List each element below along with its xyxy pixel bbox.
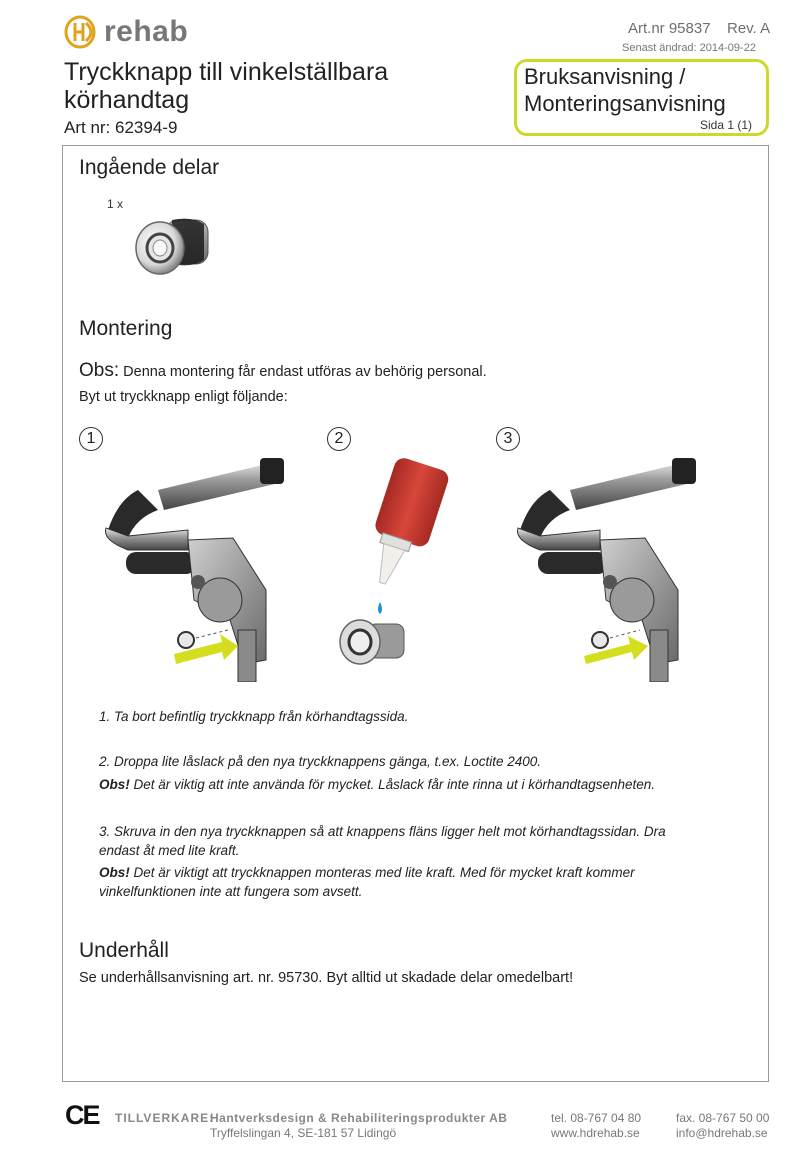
step2-obs-text: Det är viktig att inte använda för mycket. Låslack får inte rinna ut i körhandtagsenheten. xyxy=(129,777,656,792)
product-article-number: Art nr: 62394-9 xyxy=(64,118,178,137)
parts-heading: Ingående delar xyxy=(79,156,220,179)
step3-text: 3. Skruva in den nya tryckknappen så att knappens fläns ligger helt mot körhandtagssidan. Dra endast åt med lite kraft. xyxy=(99,824,666,858)
step-number-1: 1 xyxy=(79,427,103,451)
step2-text: 2. Droppa lite låslack på den nya tryckknappens gänga, t.ex. Loctite 2400. xyxy=(99,754,542,769)
manufacturer-company: Hantverksdesign & Rehabiliteringsprodukter AB xyxy=(210,1111,508,1125)
last-changed-date: Senast ändrad: 2014-09-22 xyxy=(622,42,756,54)
step3-obs-label: Obs! xyxy=(99,865,130,880)
website-link[interactable]: www.hdrehab.se xyxy=(551,1126,640,1140)
step1-remove-illustration xyxy=(98,450,294,682)
phone-number: tel. 08-767 04 80 xyxy=(551,1111,642,1125)
push-button-part-image xyxy=(132,210,214,278)
hd-logo-icon xyxy=(64,15,100,49)
step-number-3: 3 xyxy=(496,427,520,451)
step2-obs xyxy=(99,775,699,794)
step3-mount-illustration xyxy=(510,450,706,682)
step-number-2: 2 xyxy=(327,427,351,451)
obs-label: Obs: xyxy=(79,360,120,381)
page-number: Sida 1 (1) xyxy=(700,118,753,132)
fax-number: fax. 08-767 50 00 xyxy=(676,1111,770,1125)
replace-instruction: Byt ut tryckknapp enligt följande: xyxy=(79,389,288,405)
assembly-heading: Montering xyxy=(79,317,173,340)
company-logo xyxy=(64,14,188,50)
step3-obs xyxy=(99,863,699,901)
liquid-drop-icon xyxy=(378,602,382,614)
step3-obs-text: Det är viktigt att tryckknappen monteras med lite kraft. Med för mycket kraft kommer vinkelfunktionen inte att fungera som avsett. xyxy=(99,865,635,899)
manual-type-line1: Bruksanvisning / xyxy=(524,64,686,89)
product-title: Tryckknapp till vinkelställbara körhandtag xyxy=(64,58,389,114)
email-link[interactable]: info@hdrehab.se xyxy=(676,1126,768,1140)
article-number: Art.nr 95837 xyxy=(628,20,711,37)
revision: Rev. A xyxy=(727,20,771,37)
step1-text: 1. Ta bort befintlig tryckknapp från körhandtagssida. xyxy=(99,709,409,724)
step2-obs-label: Obs! xyxy=(99,777,130,792)
obs-note xyxy=(79,360,487,382)
obs-text: Denna montering får endast utföras av behörig personal. xyxy=(119,364,487,380)
maintenance-text: Se underhållsanvisning art. nr. 95730. Byt alltid ut skadade delar omedelbart! xyxy=(79,970,574,986)
step2-loctite-illustration xyxy=(330,458,450,668)
ce-mark: CE xyxy=(65,1100,99,1130)
manual-type-line2: Monteringsanvisning xyxy=(524,91,726,116)
logo-word: rehab xyxy=(104,15,189,48)
manufacturer-address: Tryffelslingan 4, SE-181 57 Lidingö xyxy=(210,1126,397,1140)
part-quantity: 1 x xyxy=(107,197,124,211)
manufacturer-label: TILLVERKARE: xyxy=(115,1111,215,1125)
maintenance-heading: Underhåll xyxy=(79,939,169,962)
